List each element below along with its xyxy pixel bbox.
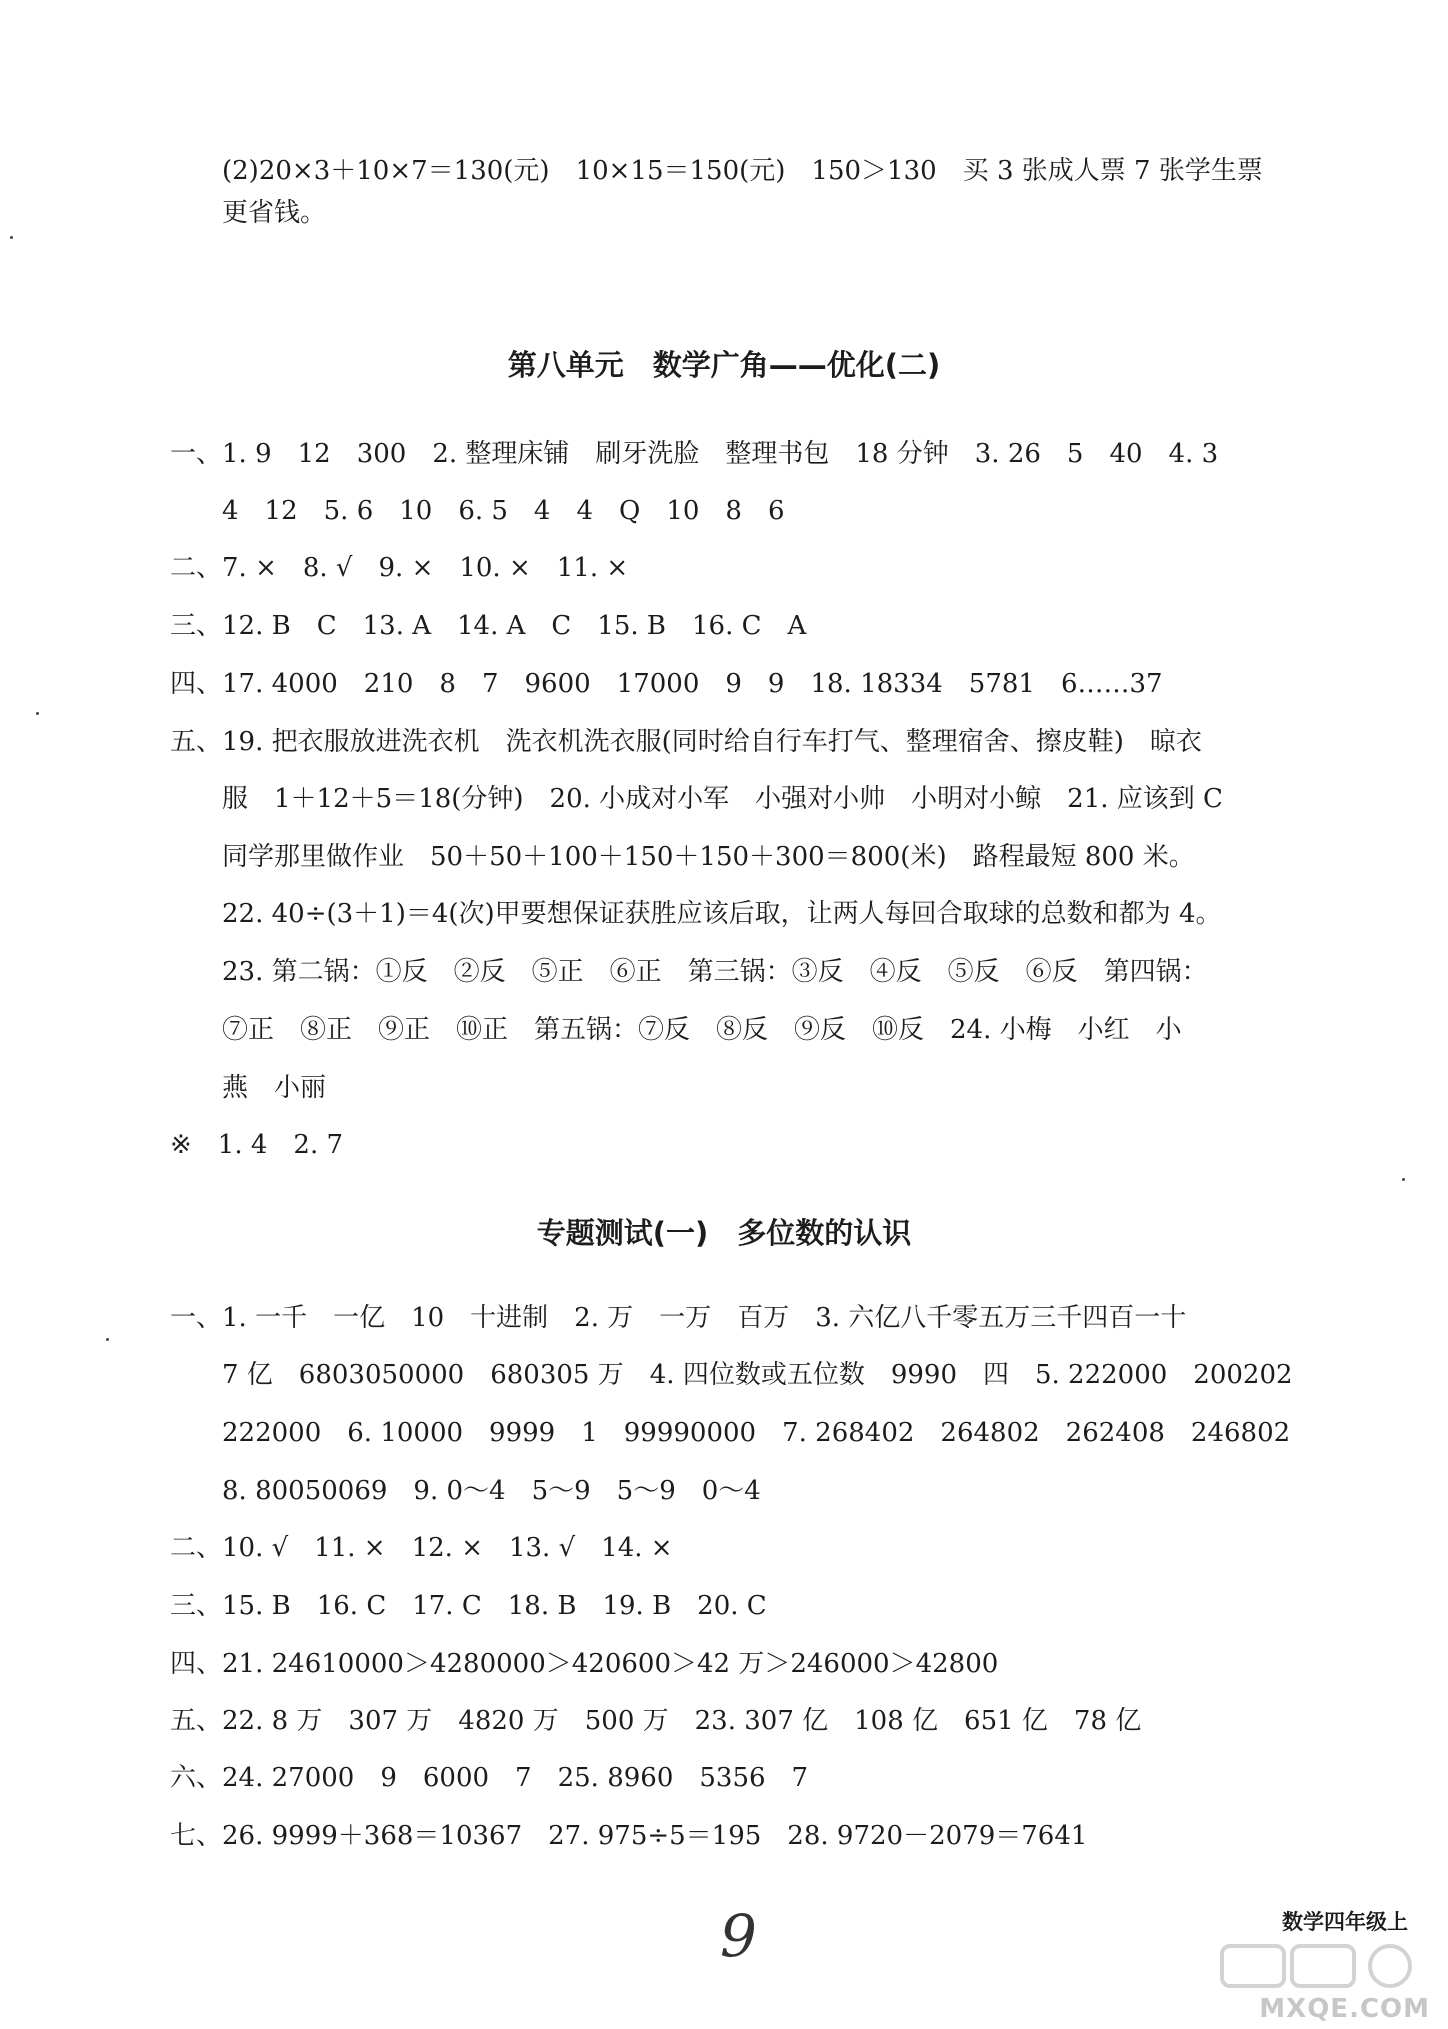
scan-speck — [10, 236, 13, 239]
watermark — [1220, 1942, 1430, 2024]
s1-line: 一、1. 9 12 300 2. 整理床铺 刷牙洗脸 整理书包 18 分钟 3. 26 5 40 4. 3 — [170, 439, 1219, 469]
watermark-text: MXQE.COM — [1259, 1994, 1430, 2024]
s2-line: 五、22. 8 万 307 万 4820 万 500 万 23. 307 亿 108 亿 651 亿 78 亿 — [170, 1706, 1142, 1736]
page-number: 9 — [720, 1902, 757, 1970]
section-title-unit8: 第八单元 数学广角——优化(二) — [507, 348, 941, 382]
s1-line: 同学那里做作业 50＋50＋100＋150＋150＋300＝800(米) 路程最短 800 米。 — [222, 842, 1195, 872]
s2-line: 七、26. 9999＋368＝10367 27. 975÷5＝195 28. 9720－2079＝7641 — [170, 1821, 1088, 1851]
watermark-logo-icon — [1220, 1942, 1430, 1990]
s2-line: 7 亿 6803050000 680305 万 4. 四位数或五位数 9990 四 5. 222000 200202 — [222, 1360, 1293, 1390]
s2-line: 二、10. √ 11. × 12. × 13. √ 14. × — [170, 1533, 673, 1563]
s1-line: 三、12. B C 13. A 14. A C 15. B 16. C A — [170, 611, 807, 641]
scan-speck — [36, 712, 39, 715]
scan-speck — [1402, 1178, 1405, 1181]
s1-line: 22. 40÷(3＋1)＝4(次)甲要想保证获胜应该后取，让两人每回合取球的总数和都为 4。 — [222, 899, 1222, 929]
s2-line: 四、21. 24610000＞4280000＞420600＞42 万＞246000＞42800 — [170, 1649, 999, 1679]
s2-line: 三、15. B 16. C 17. C 18. B 19. B 20. C — [170, 1591, 767, 1621]
s1-line: 服 1＋12＋5＝18(分钟) 20. 小成对小军 小强对小帅 小明对小鲸 21. 应该到 C — [222, 784, 1223, 814]
s1-line: 燕 小丽 — [222, 1073, 327, 1103]
intro-line-2: 更省钱。 — [222, 198, 327, 228]
s2-line: 一、1. 一千 一亿 10 十进制 2. 万 一万 百万 3. 六亿八千零五万三千四百一十 — [170, 1303, 1187, 1333]
s2-line: 222000 6. 10000 9999 1 99990000 7. 268402 264802 262408 246802 — [222, 1418, 1291, 1448]
s1-line: ⑦正 ⑧正 ⑨正 ⑩正 第五锅：⑦反 ⑧反 ⑨反 ⑩反 24. 小梅 小红 小 — [222, 1015, 1182, 1045]
intro-line-1: (2)20×3＋10×7＝130(元) 10×15＝150(元) 150＞130 买 3 张成人票 7 张学生票 — [222, 156, 1263, 186]
s1-line: 二、7. × 8. √ 9. × 10. × 11. × — [170, 553, 629, 583]
section-title-test1: 专题测试(一) 多位数的认识 — [536, 1216, 912, 1250]
s2-line: 8. 80050069 9. 0～4 5～9 5～9 0～4 — [222, 1476, 761, 1506]
footer-label: 数学四年级上 — [1282, 1910, 1408, 1934]
s2-line: 六、24. 27000 9 6000 7 25. 8960 5356 7 — [170, 1763, 809, 1793]
s1-line: 四、17. 4000 210 8 7 9600 17000 9 9 18. 18334 5781 6……37 — [170, 669, 1163, 699]
s1-line: 五、19. 把衣服放进洗衣机 洗衣机洗衣服(同时给自行车打气、整理宿舍、擦皮鞋) 晾衣 — [170, 727, 1202, 757]
scan-speck — [106, 1338, 109, 1341]
s1-line: 4 12 5. 6 10 6. 5 4 4 Q 10 8 6 — [222, 496, 785, 526]
s1-line: 23. 第二锅：①反 ②反 ⑤正 ⑥正 第三锅：③反 ④反 ⑤反 ⑥反 第四锅： — [222, 957, 1208, 987]
s1-line: ※ 1. 4 2. 7 — [170, 1130, 344, 1160]
